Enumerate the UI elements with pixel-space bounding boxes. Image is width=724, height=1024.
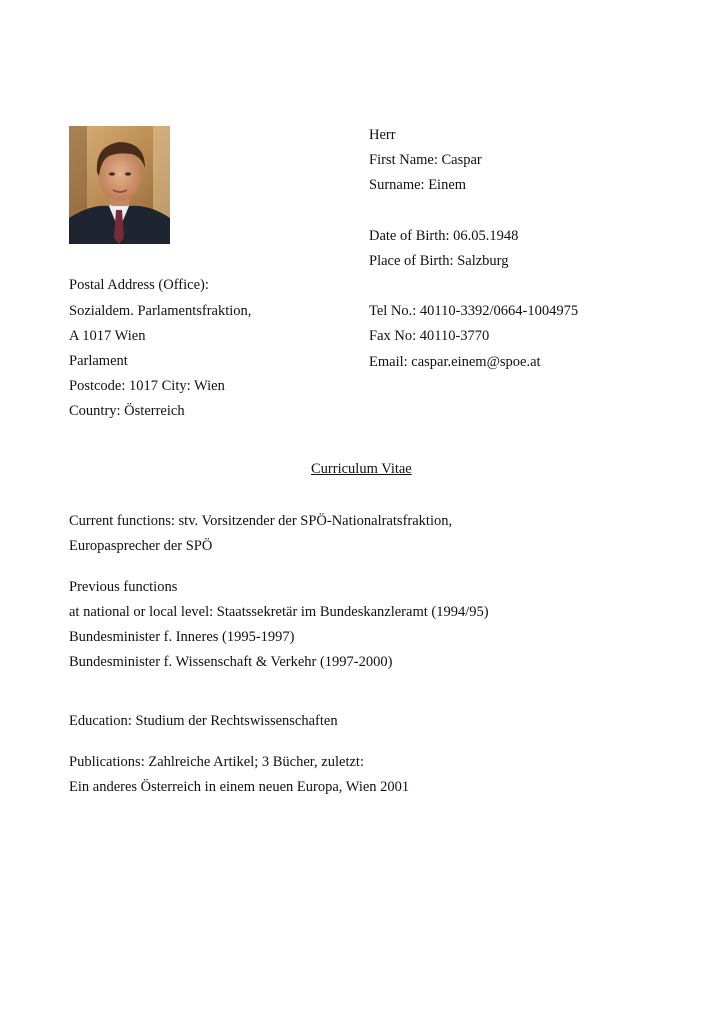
postal-address-line: A 1017 Wien bbox=[69, 328, 146, 344]
education: Education: Studium der Rechtswissenschaften bbox=[69, 713, 338, 729]
place-of-birth: Place of Birth: Salzburg bbox=[369, 253, 509, 269]
first-name: First Name: Caspar bbox=[369, 152, 482, 168]
email: Email: caspar.einem@spoe.at bbox=[369, 354, 541, 370]
publications-line: Ein anderes Österreich in einem neuen Europa, Wien 2001 bbox=[69, 779, 410, 795]
current-functions-line: Europasprecher der SPÖ bbox=[69, 538, 213, 554]
salutation: Herr bbox=[369, 127, 396, 143]
cv-title: Curriculum Vitae bbox=[311, 461, 412, 477]
date-of-birth: Date of Birth: 06.05.1948 bbox=[369, 228, 519, 244]
postal-address-line: Parlament bbox=[69, 353, 128, 369]
postal-address-line: Postcode: 1017 City: Wien bbox=[69, 378, 225, 394]
previous-functions-line: Bundesminister f. Wissenschaft & Verkehr (1997-2000) bbox=[69, 654, 393, 670]
postal-address-heading: Postal Address (Office): bbox=[69, 277, 209, 293]
tel-number: Tel No.: 40110-3392/0664-1004975 bbox=[369, 303, 579, 319]
previous-functions-line: at national or local level: Staatssekretär im Bundeskanzleramt (1994/95) bbox=[69, 604, 489, 620]
current-functions-line: Current functions: stv. Vorsitzender der SPÖ-Nationalratsfraktion, bbox=[69, 513, 453, 529]
previous-functions-line: Bundesminister f. Inneres (1995-1997) bbox=[69, 629, 295, 645]
publications-line: Publications: Zahlreiche Artikel; 3 Bücher, zuletzt: bbox=[69, 754, 364, 770]
previous-functions-line: Previous functions bbox=[69, 579, 178, 595]
fax-number: Fax No: 40110-3770 bbox=[369, 328, 490, 344]
postal-address-line: Sozialdem. Parlamentsfraktion, bbox=[69, 303, 252, 319]
portrait-photo bbox=[69, 126, 170, 244]
postal-address-line: Country: Österreich bbox=[69, 403, 185, 419]
surname: Surname: Einem bbox=[369, 177, 467, 193]
